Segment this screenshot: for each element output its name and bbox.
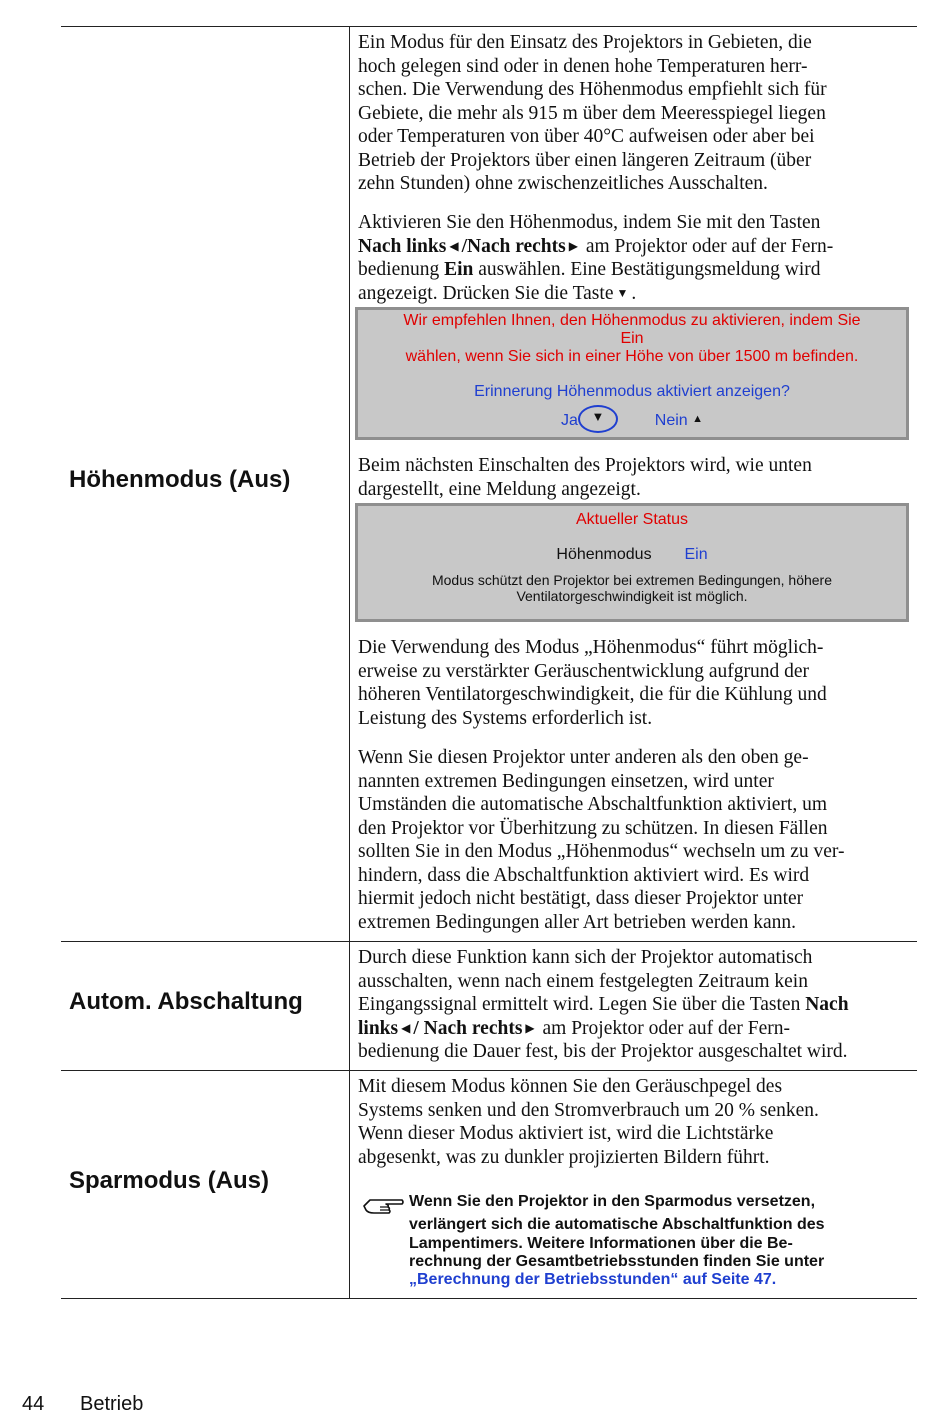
status-key: Höhenmodus [556,546,652,563]
text-line: Mit diesem Modus können Sie den Geräuschpegel des [358,1076,783,1097]
text-line: erweise zu verstärkter Geräuschentwicklung aufgrund der [358,660,810,682]
text-line: zehn Stunden) ohne zwischenzeitliches Ausschalten. [358,173,768,194]
dialog-warning-line: Ein [620,330,644,347]
text-line: nannten extremen Bedingungen einsetzen, wird unter [358,770,774,792]
hoehenmodus-activation-instructions [358,211,908,305]
text-line: dargestellt, eine Meldung angezeigt. [358,478,641,500]
row-label-hoehenmodus: Höhenmodus (Aus) [69,466,291,493]
text-line: Gebiete, die mehr als 915 m über dem Meeresspiegel liegen [358,102,826,124]
key-right: Nach rechts [466,235,566,257]
text-line [358,993,908,1017]
status-dialog [355,503,909,622]
text-fragment: Eingangssignal ermittelt wird. Legen Sie über die Tasten [358,994,801,1015]
yes-option[interactable] [560,409,618,430]
row-divider [61,941,917,942]
text-line: hoch gelegen sind oder in denen hohe Temperaturen herr- [358,55,808,77]
right-arrow-icon: ▶ [525,1020,535,1035]
text-line: oder Temperaturen von über 40°C aufweisen oder aber bei [358,126,815,147]
status-description: Modus schützt den Projektor bei extremen Bedingungen, höhere [431,572,833,588]
text-line: Systems senken und den Stromverbrauch um 20 % senken. [358,1099,819,1121]
text-line [358,282,908,306]
text-fragment: angezeigt. Drücken Sie die Taste [358,282,614,304]
text-line: Wenn dieser Modus aktiviert ist, wird die Lichtstärke [358,1123,774,1144]
sparmodus-description [358,1075,908,1169]
text-line: Umständen die automatische Abschaltfunktion aktiviert, um [358,794,827,815]
status-title: Aktueller Status [575,511,689,528]
key-right: Nach rechts [423,1017,523,1039]
text-line: Wenn Sie diesen Projektor unter anderen als den oben ge- [358,747,809,768]
text-fragment: am Projektor oder auf der Fern- [585,235,834,257]
status-description: Ventilatorgeschwindigkeit ist möglich. [516,588,748,604]
text-line: höheren Ventilatorgeschwindigkeit, die für die Kühlung und [358,684,827,705]
hoehenmodus-shutdown-note [358,746,908,934]
text-line [358,258,908,282]
yes-label: Ja [560,412,578,430]
key-left: Nach links [358,235,447,257]
text-line: schen. Die Verwendung des Höhenmodus empfiehlt sich für [358,79,827,100]
down-arrow-icon: ▼ [616,285,629,300]
up-arrow-icon: ▲ [692,413,704,426]
text-line: bedienung die Dauer fest, bis der Projektor ausgeschaltet wird. [358,1041,848,1062]
text-line: Aktivieren Sie den Höhenmodus, indem Sie mit den Tasten [358,212,821,233]
text-fragment: auswählen. Eine Bestätigungsmeldung wird [478,259,821,280]
key-separator: / [461,235,467,257]
no-option[interactable] [655,412,703,429]
right-arrow-icon: ▶ [568,238,578,253]
page-reference-link[interactable]: „Berechnung der Betriebsstunden“ auf Seite 47. [409,1271,777,1289]
hoehenmodus-next-start-text [358,454,908,501]
text-line: ausschalten, wenn nach einem festgelegten Zeitraum kein [358,970,808,992]
key-links: links [358,1017,399,1039]
text-fragment: bedienung [358,259,440,280]
text-line: extremen Bedingungen aller Art betrieben werden kann. [358,911,797,933]
text-line: Betrieb der Projektors über einen längeren Zeitraum (über [358,149,812,171]
text-line: sollten Sie in den Modus „Höhenmodus“ wechseln um zu ver- [358,841,845,862]
pointing-hand-icon [362,1194,406,1218]
text-line: hindern, dass die Abschaltfunktion aktiviert wird. Es wird [358,864,810,886]
status-row [358,546,906,564]
value-ein: Ein [444,259,474,280]
down-key-icon: ▼ [578,405,618,433]
note-line: Wenn Sie den Projektor in den Sparmodus versetzen, [409,1193,816,1210]
no-label: Nein [654,412,688,430]
status-value: Ein [684,546,708,563]
page-number: 44 [22,1393,45,1415]
note-line: Lampentimers. Weitere Informationen über die Be- [409,1234,793,1252]
row-label-abschaltung: Autom. Abschaltung [69,988,303,1015]
hoehenmodus-noise-note [358,636,908,730]
dialog-options [358,407,906,435]
row-label-sparmodus: Sparmodus (Aus) [69,1167,270,1194]
section-name: Betrieb [80,1393,144,1415]
text-line: Die Verwendung des Modus „Höhenmodus“ führt möglich- [358,637,824,658]
text-line [358,235,908,259]
text-line: Leistung des Systems erforderlich ist. [358,707,653,729]
text-line: Ein Modus für den Einsatz des Projektors in Gebieten, die [358,32,812,53]
note-line: verlängert sich die automatische Abschaltfunktion des [409,1216,825,1234]
row-divider [61,1070,917,1071]
note-line: rechnung der Gesamtbetriebsstunden finden Sie unter [409,1252,825,1270]
table-top-rule [61,26,917,27]
hoehenmodus-description [358,31,908,196]
text-line [358,1017,908,1041]
abschaltung-description [358,946,908,1064]
hoehenmodus-confirm-dialog [355,307,909,440]
dialog-question: Erinnerung Höhenmodus aktiviert anzeigen? [474,383,790,400]
table-bottom-rule [61,1298,917,1299]
column-divider [349,26,350,1299]
text-line: Beim nächsten Einschalten des Projektors wird, wie unten [358,455,812,476]
text-fragment: . [631,282,637,304]
dialog-warning-line: Wir empfehlen Ihnen, den Höhenmodus zu aktivieren, indem Sie [403,312,861,329]
text-line: abgesenkt, was zu dunkler projizierten Bildern führt. [358,1146,770,1168]
key-separator: / [413,1017,419,1039]
left-arrow-icon: ◀ [401,1020,411,1035]
text-line: hiermit jedoch nicht bestätigt, dass dieser Projektor unter [358,888,804,909]
text-line: Durch diese Funktion kann sich der Projektor automatisch [358,947,813,968]
sparmodus-note [409,1193,904,1289]
key-nach: Nach [805,994,849,1015]
text-line: den Projektor vor Überhitzung zu schützen. In diesen Fällen [358,817,828,839]
left-arrow-icon: ◀ [449,238,459,253]
dialog-warning-line: wählen, wenn Sie sich in einer Höhe von über 1500 m befinden. [405,348,859,365]
text-fragment: am Projektor oder auf der Fern- [542,1017,790,1039]
